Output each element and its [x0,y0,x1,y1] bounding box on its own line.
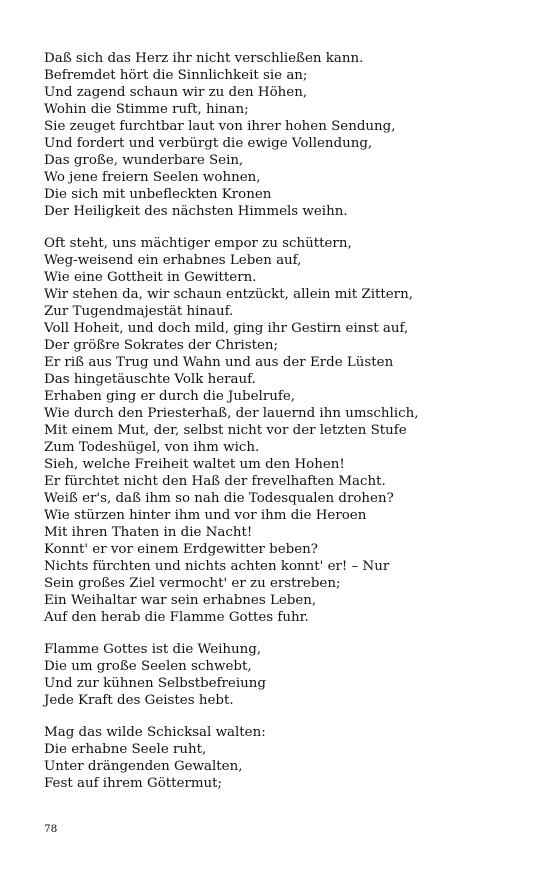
stanza-3 [44,641,514,709]
poem-line: Fest auf ihrem Göttermut; [44,776,223,791]
poem-line: Mit ihren Thaten in die Nacht! [44,525,253,540]
poem-line: Sie zeuget furchtbar laut von ihrer hohen Sendung, [44,119,396,134]
poem-line: Nichts fürchten und nichts achten konnt' er! – Nur [44,559,390,574]
poem-line: Und fordert und verbürgt die ewige Vollendung, [44,136,373,151]
poem-line: Oft steht, uns mächtiger empor zu schüttern, [44,236,352,251]
poem-line: Die sich mit unbefleckten Kronen [44,187,272,202]
poem-line: Auf den herab die Flamme Gottes fuhr. [44,610,309,625]
poem-line: Das hingetäuschte Volk herauf. [44,372,256,387]
stanza-1 [44,50,514,220]
poem-line: Die erhabne Seele ruht, [44,742,207,757]
poem-line: Das große, wunderbare Sein, [44,153,244,168]
poem-line: Und zur kühnen Selbstbefreiung [44,676,266,691]
poem-line: Befremdet hört die Sinnlichkeit sie an; [44,68,308,83]
poem-line: Der Heiligkeit des nächsten Himmels weihn. [44,204,348,219]
poem-line: Er riß aus Trug und Wahn und aus der Erde Lüsten [44,355,394,370]
stanza-2 [44,235,514,626]
poem-line: Zur Tugendmajestät hinauf. [44,304,234,319]
poem-line: Mag das wilde Schicksal walten: [44,725,266,740]
poem-line: Die um große Seelen schwebt, [44,659,252,674]
page-number: 78 [44,823,58,835]
poem-line: Wie durch den Priesterhaß, der lauernd ihn umschlich, [44,406,419,421]
poem-line: Zum Todeshügel, von ihm wich. [44,440,260,455]
poem-line: Wohin die Stimme ruft, hinan; [44,102,249,117]
poem-line: Sieh, welche Freiheit waltet um den Hohen! [44,457,345,472]
poem-line: Wie eine Gottheit in Gewittern. [44,270,257,285]
poem-line: Der größre Sokrates der Christen; [44,338,279,353]
poem-line: Konnt' er vor einem Erdgewitter beben? [44,542,318,557]
poem-line: Mit einem Mut, der, selbst nicht vor der letzten Stufe [44,423,407,438]
poem-line: Unter drängenden Gewalten, [44,759,243,774]
poem-text [44,50,514,807]
poem-line: Wir stehen da, wir schaun entzückt, allein mit Zittern, [44,287,413,302]
poem-line: Voll Hoheit, und doch mild, ging ihr Gestirn einst auf, [44,321,409,336]
poem-line: Und zagend schaun wir zu den Höhen, [44,85,308,100]
poem-line: Flamme Gottes ist die Weihung, [44,642,262,657]
poem-line: Wo jene freiern Seelen wohnen, [44,170,261,185]
poem-line: Ein Weihaltar war sein erhabnes Leben, [44,593,317,608]
stanza-4 [44,724,514,792]
poem-line: Sein großes Ziel vermocht' er zu erstreben; [44,576,341,591]
poem-line: Jede Kraft des Geistes hebt. [44,693,234,708]
poem-line: Er fürchtet nicht den Haß der frevelhaften Macht. [44,474,386,489]
poem-line: Weiß er's, daß ihm so nah die Todesqualen drohen? [44,491,394,506]
poem-line: Daß sich das Herz ihr nicht verschließen kann. [44,51,364,66]
poem-line: Weg-weisend ein erhabnes Leben auf, [44,253,302,268]
poem-line: Erhaben ging er durch die Jubelrufe, [44,389,295,404]
poem-line: Wie stürzen hinter ihm und vor ihm die Heroen [44,508,367,523]
